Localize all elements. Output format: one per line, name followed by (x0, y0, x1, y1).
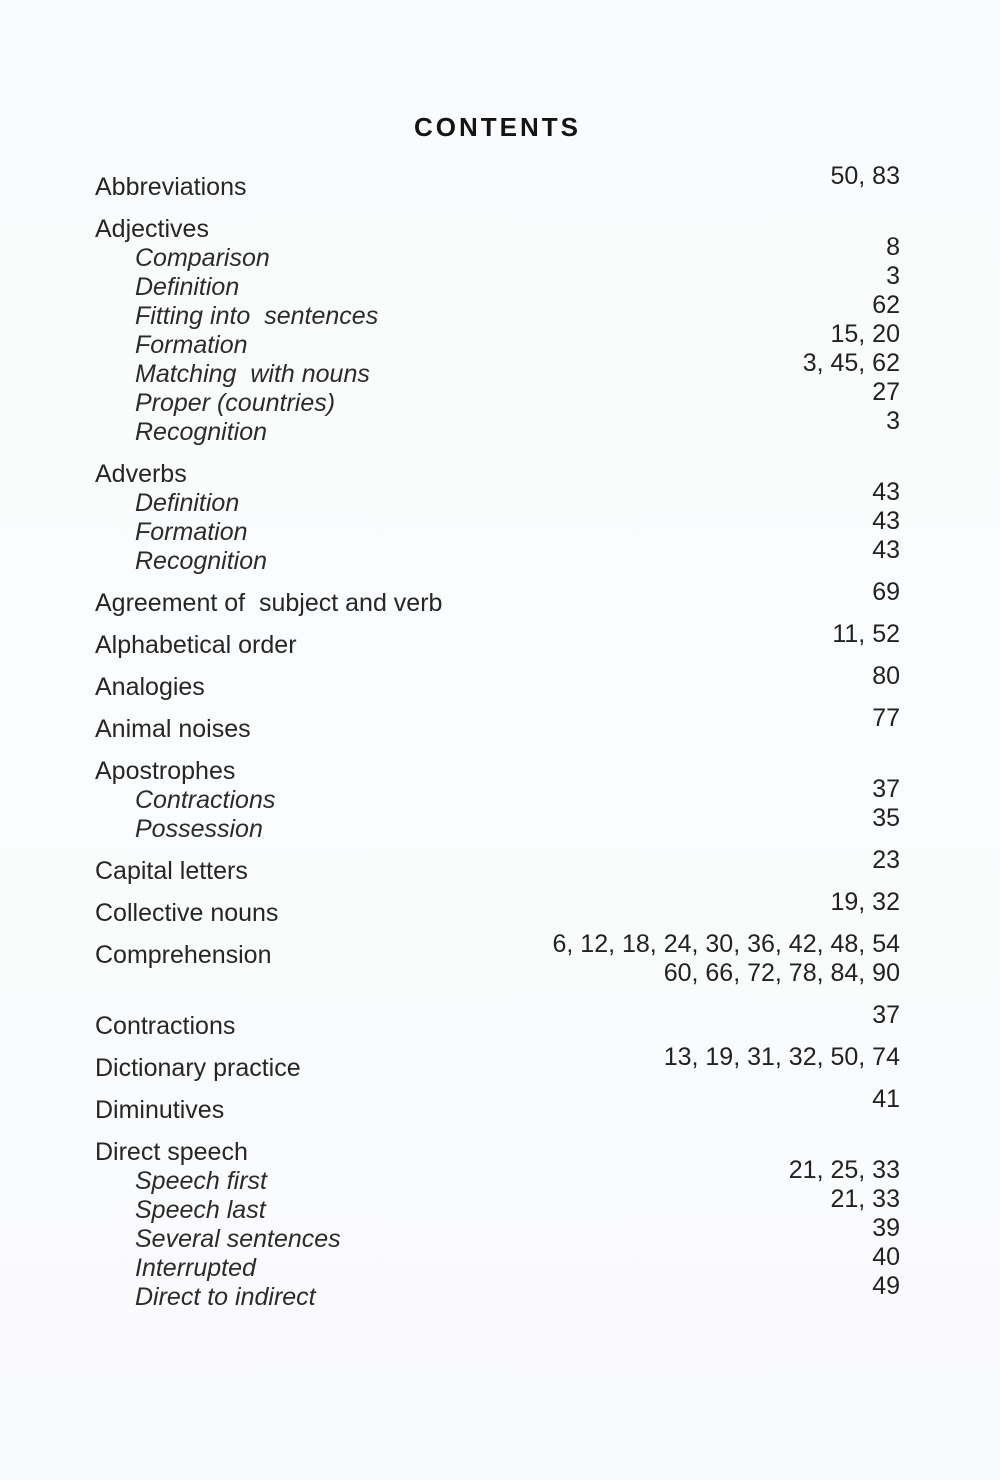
toc-entry-label: Recognition (135, 547, 268, 575)
toc-entry-label: Several sentences (135, 1225, 341, 1253)
toc-list (95, 162, 900, 1312)
toc-entry-label: Apostrophes (95, 757, 236, 785)
toc-entry-label: Formation (135, 518, 248, 546)
toc-row (95, 888, 900, 928)
toc-entry-label: Proper (countries) (135, 389, 336, 417)
toc-row (95, 1185, 900, 1225)
toc-entry-label: Analogies (95, 673, 205, 701)
toc-entry-pages: 40 (872, 1243, 900, 1271)
toc-row (95, 578, 900, 618)
toc-entry-pages: 13, 19, 31, 32, 50, 74 (663, 1043, 900, 1071)
toc-entry-pages: 50, 83 (830, 162, 900, 190)
toc-row (95, 291, 900, 331)
toc-row (95, 1001, 900, 1041)
toc-entry-label: Recognition (135, 418, 268, 446)
toc-row (95, 1272, 900, 1312)
toc-entry-label: Capital letters (95, 857, 248, 885)
toc-entry-label: Adverbs (95, 460, 187, 488)
toc-row (95, 930, 900, 999)
toc-row (95, 407, 900, 447)
toc-entry-pages-line: 60, 66, 72, 78, 84, 90 (663, 959, 900, 987)
toc-row (95, 320, 900, 360)
toc-row (95, 620, 900, 660)
toc-row (95, 378, 900, 418)
toc-entry-label: Comparison (135, 244, 270, 272)
toc-row (95, 775, 900, 815)
toc-entry-pages: 3 (886, 262, 900, 290)
toc-entry-label: Diminutives (95, 1096, 225, 1124)
toc-row (95, 162, 900, 202)
toc-entry-label: Agreement of subject and verb (95, 589, 443, 617)
toc-entry-label: Speech last (135, 1196, 266, 1224)
toc-entry-label: Alphabetical order (95, 631, 297, 659)
toc-entry-pages: 49 (872, 1272, 900, 1300)
toc-entry-label: Formation (135, 331, 248, 359)
toc-row (95, 662, 900, 702)
toc-entry-pages: 21, 25, 33 (788, 1156, 900, 1184)
toc-row (95, 478, 900, 518)
toc-entry-label: Speech first (135, 1167, 268, 1195)
toc-row (95, 1243, 900, 1283)
toc-entry-label: Adjectives (95, 215, 209, 243)
toc-entry-label: Comprehension (95, 941, 272, 969)
toc-entry-label: Animal noises (95, 715, 251, 743)
toc-entry-pages: 37 (872, 1001, 900, 1029)
page-title: CONTENTS (414, 112, 581, 142)
toc-entry-label: Matching with nouns (135, 360, 370, 388)
toc-entry-pages: 15, 20 (830, 320, 900, 348)
toc-entry-label: Definition (135, 273, 240, 301)
toc-row (95, 349, 900, 389)
toc-entry-pages: 43 (872, 507, 900, 535)
toc-entry-label: Fitting into sentences (135, 302, 379, 330)
toc-row (95, 704, 900, 744)
toc-entry-label: Direct speech (95, 1138, 248, 1166)
toc-row (95, 757, 900, 786)
toc-row (95, 804, 900, 844)
toc-entry-pages: 37 (872, 775, 900, 803)
toc-row (95, 507, 900, 547)
toc-entry-label: Interrupted (135, 1254, 256, 1282)
toc-entry-label: Contractions (95, 1012, 236, 1040)
toc-entry-pages: 27 (872, 378, 900, 406)
toc-row (95, 1085, 900, 1125)
toc-entry-pages: 62 (872, 291, 900, 319)
toc-entry-label: Possession (135, 815, 263, 843)
toc-row (95, 1043, 900, 1083)
toc-entry-label: Contractions (135, 786, 276, 814)
toc-row (95, 262, 900, 302)
toc-entry-label: Collective nouns (95, 899, 279, 927)
toc-row (95, 233, 900, 273)
toc-entry-pages: 21, 33 (830, 1185, 900, 1213)
toc-entry-pages-line: 6, 12, 18, 24, 30, 36, 42, 48, 54 (552, 930, 900, 958)
toc-entry-label: Direct to indirect (135, 1283, 316, 1311)
toc-entry-pages: 19, 32 (830, 888, 900, 916)
toc-entry-label: Dictionary practice (95, 1054, 301, 1082)
toc-entry-pages: 43 (872, 478, 900, 506)
toc-row (95, 460, 900, 489)
toc-row (95, 846, 900, 886)
toc-entry-pages: 43 (872, 536, 900, 564)
toc-entry-pages: 69 (872, 578, 900, 606)
toc-entry-pages (533, 930, 901, 988)
toc-entry-pages: 8 (886, 233, 900, 261)
toc-row (95, 536, 900, 576)
toc-row (95, 1156, 900, 1196)
toc-entry-pages: 39 (872, 1214, 900, 1242)
toc-entry-label: Definition (135, 489, 240, 517)
toc-entry-pages: 80 (872, 662, 900, 690)
toc-entry-pages: 3 (886, 407, 900, 435)
toc-entry-pages: 3, 45, 62 (802, 349, 900, 377)
toc-entry-pages: 77 (872, 704, 900, 732)
toc-entry-pages: 11, 52 (832, 620, 900, 648)
toc-entry-pages: 41 (872, 1085, 900, 1113)
toc-row (95, 1214, 900, 1254)
toc-entry-label: Abbreviations (95, 173, 247, 201)
toc-row (95, 215, 900, 244)
toc-entry-pages: 35 (872, 804, 900, 832)
toc-entry-pages: 23 (872, 846, 900, 874)
